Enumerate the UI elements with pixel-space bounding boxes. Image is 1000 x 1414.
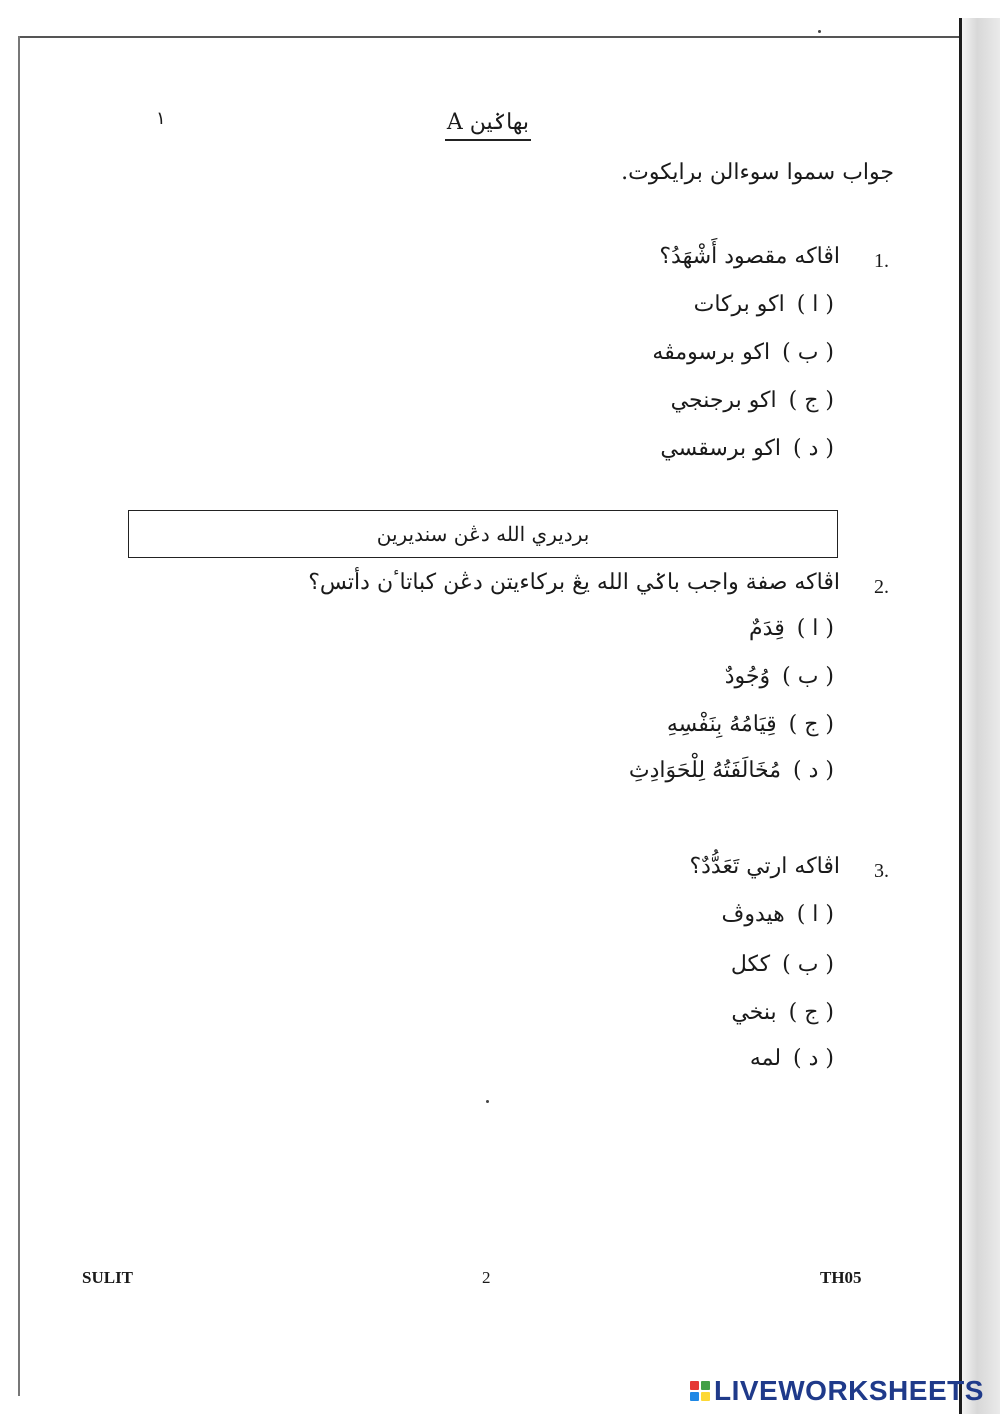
option-letter: ( ب ) — [782, 340, 834, 365]
question-text: اڤاكه مقصود أَشْهَدُ؟ — [659, 244, 840, 269]
option-letter: ( د ) — [793, 1046, 834, 1071]
option-a[interactable] — [722, 902, 834, 927]
option-text: مُخَالَفَتُهُ لِلْحَوَادِثِ — [628, 758, 782, 783]
logo-square — [701, 1381, 710, 1390]
option-a[interactable] — [694, 292, 834, 317]
section-title — [0, 110, 976, 135]
option-text: قِيَامُهُ بِنَفْسِهِ — [666, 712, 777, 737]
option-d[interactable] — [629, 758, 834, 783]
option-text: ککل — [730, 952, 771, 977]
scan-speck — [818, 30, 821, 33]
option-letter: ( ب ) — [782, 664, 834, 689]
option-text: بنخي — [731, 1000, 777, 1025]
option-c[interactable] — [731, 1000, 834, 1025]
question-text: اڤاكه ارتي تَعَدُّدٌ؟ — [689, 854, 840, 879]
question-number: 3. — [874, 860, 889, 882]
option-a[interactable] — [749, 616, 834, 641]
scan-border-right — [959, 18, 1000, 1414]
instruction-text: جواب سموا سوءالن برايكوت. — [621, 160, 894, 185]
question-number: 1. — [874, 250, 889, 272]
option-text: هيدوڤ — [721, 902, 785, 927]
section-title-text: بهاݢين A — [445, 110, 531, 141]
footer-page-number: 2 — [482, 1268, 491, 1287]
option-letter: ( د ) — [793, 436, 834, 461]
question-number: 2. — [874, 576, 889, 598]
option-letter: ( ا ) — [796, 292, 834, 317]
note-box — [128, 510, 838, 558]
logo-square — [701, 1392, 710, 1401]
corner-mark: ١ — [156, 108, 166, 129]
option-letter: ( د ) — [793, 758, 834, 783]
option-text: اکو برکات — [693, 292, 785, 317]
liveworksheets-watermark[interactable] — [690, 1374, 984, 1408]
footer-right: TH05 — [820, 1268, 862, 1287]
option-text: اکو برجنجي — [670, 388, 777, 413]
note-box-text: برديري الله دڠن سنديرين — [376, 522, 590, 546]
option-c[interactable] — [667, 712, 834, 737]
liveworksheets-logo-icon — [690, 1381, 710, 1401]
scan-border-top — [18, 36, 962, 38]
option-letter: ( ا ) — [796, 616, 834, 641]
option-text: وُجُودٌ — [724, 664, 771, 689]
option-c[interactable] — [671, 388, 834, 413]
question-text: اڤاكه صفة واجب باݢي الله يڠ برکاءيتن دڠن کباتاٴن دأتس؟ — [308, 570, 840, 595]
option-letter: ( ا ) — [796, 902, 834, 927]
logo-square — [690, 1392, 699, 1401]
watermark-text: LIVEWORKSHEETS — [714, 1375, 984, 1406]
option-text: لمه — [749, 1046, 782, 1071]
option-text: اکو برسومڤه — [652, 340, 771, 365]
option-letter: ( ج ) — [788, 388, 834, 413]
footer-left: SULIT — [82, 1268, 134, 1287]
option-b[interactable] — [731, 952, 834, 977]
option-b[interactable] — [652, 340, 834, 365]
scan-speck — [486, 1100, 489, 1103]
scan-border-left — [18, 36, 20, 1396]
option-letter: ( ج ) — [788, 1000, 834, 1025]
option-text: اکو برسقسي — [660, 436, 782, 461]
option-letter: ( ج ) — [788, 712, 834, 737]
option-letter: ( ب ) — [782, 952, 834, 977]
option-b[interactable] — [725, 664, 834, 689]
option-d[interactable] — [660, 436, 834, 461]
option-d[interactable] — [750, 1046, 834, 1071]
logo-square — [690, 1381, 699, 1390]
option-text: قِدَمٌ — [749, 616, 785, 641]
